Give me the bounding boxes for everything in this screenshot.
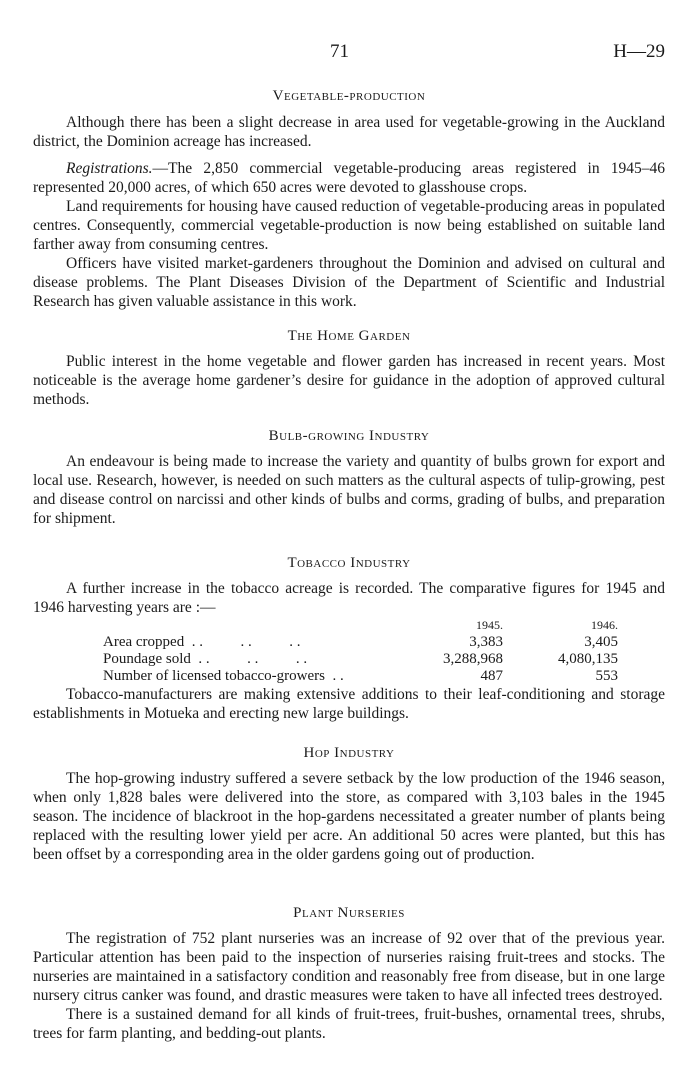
paragraph-lead: Registrations. [66, 160, 153, 177]
paragraph: The registration of 752 plant nurseries was an increase of 92 over that of the previous year. Particular attention has been paid to the inspection of nurseries raising fruit-trees and stocks. The nurseries are maintained in a satisfactory condition and reasonably free from disease, but in one large nursery citrus canker was found, and drastic measures were taken to have all infected trees destroyed. [33, 930, 665, 1004]
column-header: 1945. [476, 618, 503, 632]
section-bulb [33, 452, 665, 528]
leader-dots: . . . . . . [184, 634, 301, 650]
row-label [103, 668, 393, 685]
document-reference: H—29 [613, 41, 665, 62]
section-nurseries [33, 929, 665, 1043]
paragraph-text: —The 2,850 commercial vegetable-producing areas registered in 1945–46 represented 20,000 acres, of which 650 acres were devoted to glasshouse crops. [33, 160, 665, 196]
row-label-text: Area cropped [103, 634, 185, 650]
paragraph: Public interest in the home vegetable and flower garden has increased in recent years. Most noticeable is the average home gardener’s desire for guidance in the adoption of approved cultural methods. [33, 353, 665, 408]
paragraph: Officers have visited market-gardeners throughout the Dominion and advised on cultural and disease problems. The Plant Diseases Division of the Department of Scientific and Industrial Research has given valuable assistance in this work. [33, 255, 665, 310]
section-heading-bulb: Bulb-growing Industry [268, 428, 430, 444]
table-row [103, 634, 618, 651]
row-label [103, 634, 393, 651]
value-1946: 553 [595, 668, 618, 684]
section-tobacco [33, 579, 665, 723]
section-home-garden [33, 352, 665, 409]
value-1946: 4,080,135 [558, 651, 618, 667]
section-heading-hop: Hop Industry [303, 745, 395, 761]
leader-dots: . . . . . . [190, 651, 308, 667]
value-1946: 3,405 [584, 634, 618, 650]
row-label [103, 651, 393, 668]
table-header-row [103, 617, 618, 634]
column-header: 1946. [591, 618, 618, 632]
row-label-text: Number of licensed tobacco-growers [103, 668, 325, 684]
paragraph: Land requirements for housing have caused reduction of vegetable-producing areas in populated centres. Consequently, commercial vegetable-production is now being established on suitable land farther away from consuming centres. [33, 198, 665, 253]
leader-dots: . . [325, 668, 344, 684]
section-heading-vegetable: Vegetable-production [272, 88, 426, 104]
paragraph: Although there has been a slight decrease in area used for vegetable-growing in the Auckland district, the Dominion acreage has increased. [33, 114, 665, 150]
tobacco-table [103, 617, 618, 685]
section-heading-nurseries: Plant Nurseries [293, 905, 405, 921]
section-heading-home-garden: The Home Garden [287, 328, 411, 344]
value-1945: 487 [480, 668, 503, 684]
value-1945: 3,288,968 [443, 651, 503, 667]
table-row [103, 651, 618, 668]
page-number: 71 [330, 41, 349, 62]
paragraph: A further increase in the tobacco acreage is recorded. The comparative figures for 1945 and 1946 harvesting years are :— [33, 580, 665, 616]
row-label-text: Poundage sold [103, 651, 191, 667]
section-hop [33, 769, 665, 864]
value-1945: 3,383 [469, 634, 503, 650]
paragraph: The hop-growing industry suffered a severe setback by the low production of the 1946 season, when only 1,828 bales were delivered into the store, as compared with 3,103 bales in the 1945 season. The incidence of blackroot in the hop-gardens necessitated a greater number of plants being replaced with the resulting lower yield per acre. An additional 50 acres were planted, but this has been offset by a corresponding area in the older gardens going out of production. [33, 770, 665, 863]
paragraph: An endeavour is being made to increase the variety and quantity of bulbs grown for export and local use. Research, however, is needed on such matters as the cultural aspects of tulip-growing, pest and disease control on narcissi and other kinds of bulbs and corms, grading of bulbs, and preparation for shipment. [33, 453, 665, 527]
table-row [103, 668, 618, 685]
section-vegetable [33, 113, 665, 311]
paragraph: There is a sustained demand for all kinds of fruit-trees, fruit-bushes, ornamental trees, shrubs, trees for farm planting, and bedding-out plants. [33, 1006, 665, 1042]
section-heading-tobacco: Tobacco Industry [287, 555, 411, 571]
paragraph [33, 159, 665, 197]
paragraph: Tobacco-manufacturers are making extensive additions to their leaf-conditioning and storage establishments in Motueka and erecting new large buildings. [33, 686, 665, 722]
